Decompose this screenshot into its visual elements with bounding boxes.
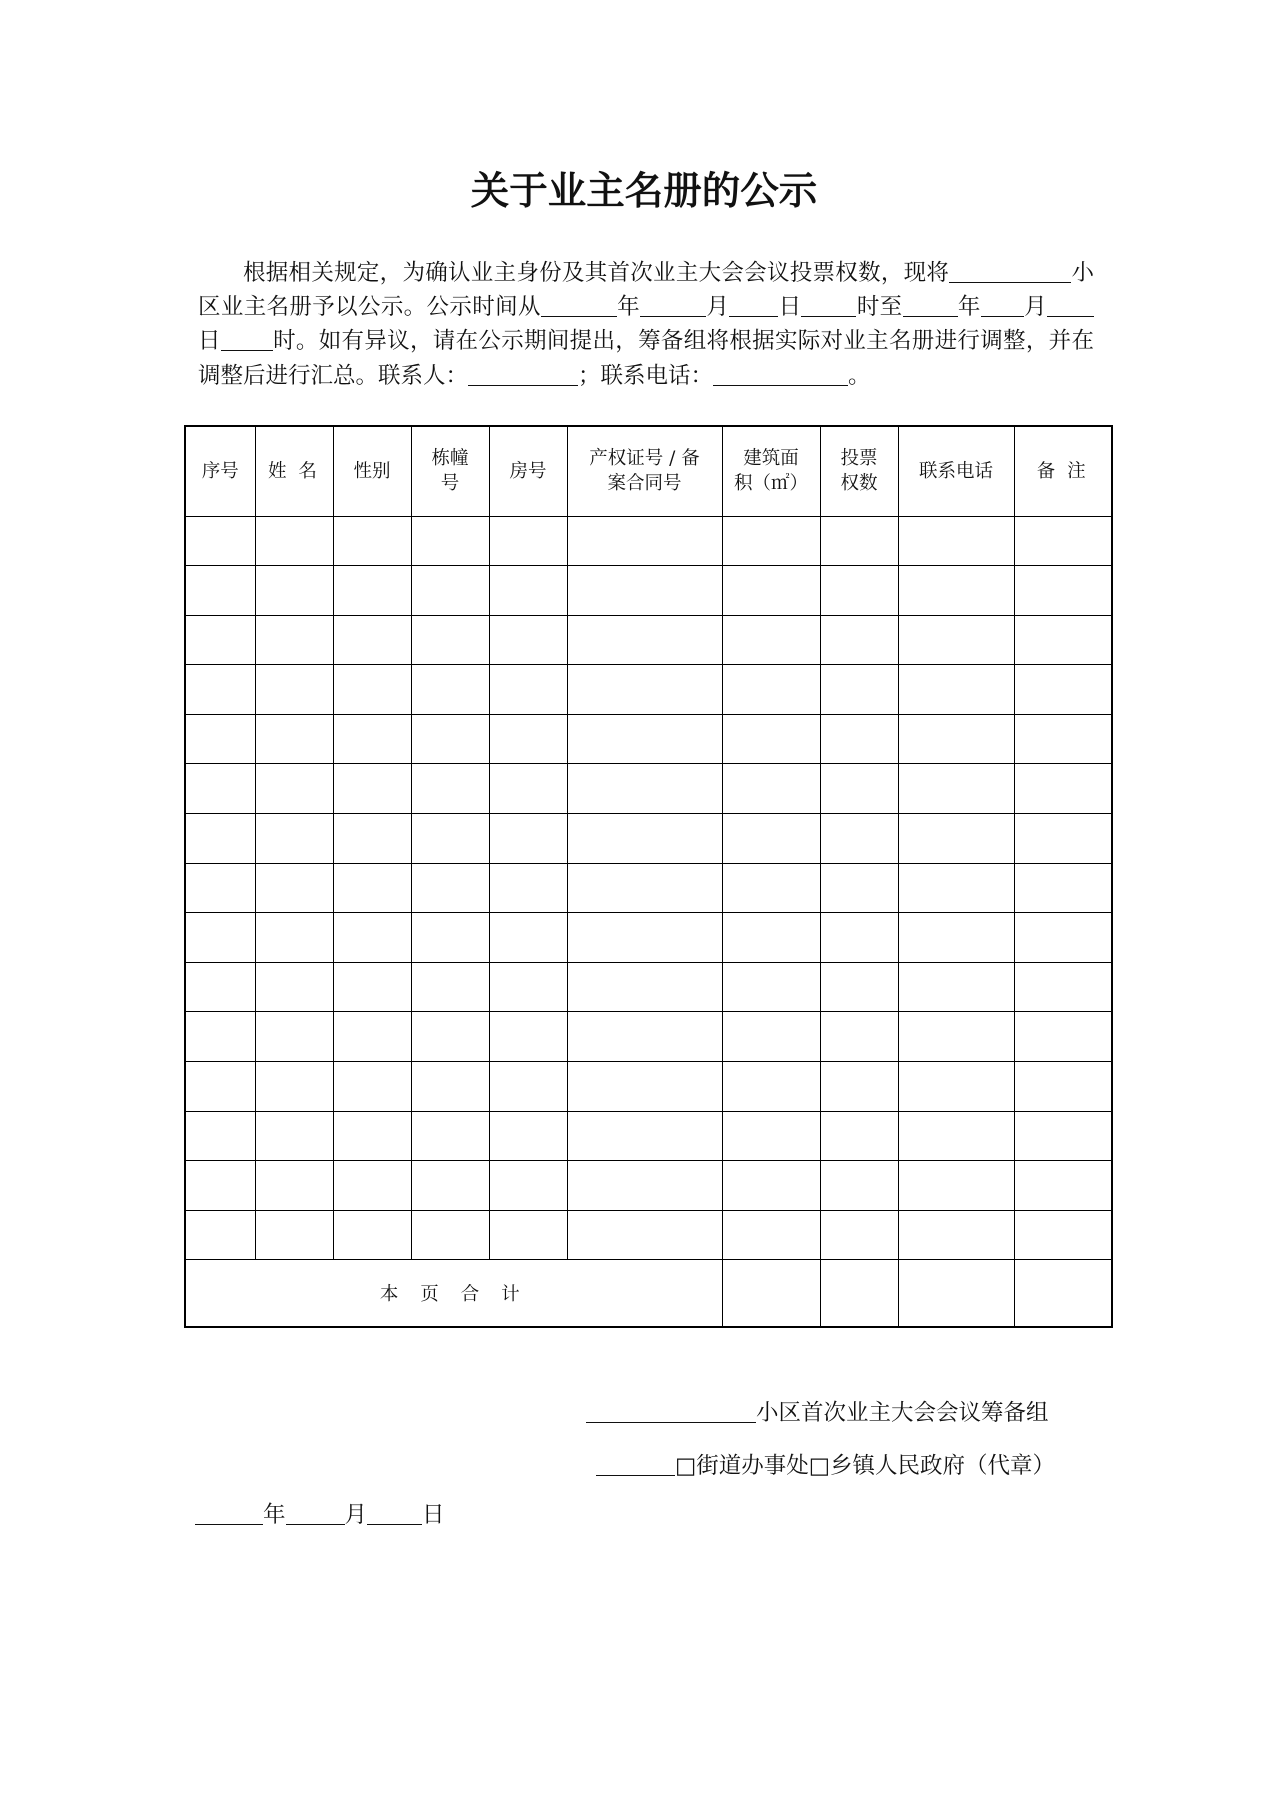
- table-cell: [255, 863, 333, 913]
- table-row: [185, 1062, 1112, 1112]
- seal-label: □街道办事处□乡镇人民政府（代章）: [675, 1453, 1056, 1479]
- header-building: [411, 426, 489, 516]
- table-cell: [820, 962, 898, 1012]
- table-cell: [489, 516, 567, 566]
- header-remarks-text: 备 注: [1036, 460, 1089, 482]
- table-cell: [411, 814, 489, 864]
- table-cell: [1014, 1210, 1112, 1260]
- table-cell: [567, 1012, 722, 1062]
- blank-community-signature: [586, 1404, 756, 1423]
- blank-start-month: [640, 298, 706, 317]
- table-cell: [333, 714, 411, 764]
- table-cell: [898, 814, 1014, 864]
- table-row: [185, 665, 1112, 715]
- header-votes: [820, 426, 898, 516]
- header-gender: [333, 426, 411, 516]
- blank-subdistrict: [596, 1457, 675, 1476]
- table-cell: [722, 516, 820, 566]
- table-cell: [489, 1161, 567, 1211]
- table-cell: [1014, 1062, 1112, 1112]
- table-cell: [255, 814, 333, 864]
- table-cell: [185, 1161, 255, 1211]
- table-cell: [1014, 1012, 1112, 1062]
- table-row: [185, 1012, 1112, 1062]
- notice-line-2-text: 区业主名册予以公示。公示时间从: [198, 294, 541, 321]
- signature-date: [195, 1498, 445, 1532]
- table-cell: [898, 566, 1014, 616]
- table-cell: [489, 566, 567, 616]
- table-cell: [185, 566, 255, 616]
- committee-label: 小区首次业主大会会议筹备组: [756, 1400, 1049, 1426]
- table-cell: [722, 814, 820, 864]
- summary-row: [185, 1260, 1112, 1327]
- table-row: [185, 814, 1112, 864]
- table-cell: [255, 1111, 333, 1161]
- table-row: [185, 1161, 1112, 1211]
- table-row: [185, 764, 1112, 814]
- table-cell: [1014, 962, 1112, 1012]
- table-cell: [820, 764, 898, 814]
- summary-label-cell: [185, 1260, 722, 1327]
- notice-line-1: [198, 256, 1094, 290]
- notice-line-3: [198, 324, 1094, 358]
- header-certificate: [567, 426, 722, 516]
- table-cell: [411, 1210, 489, 1260]
- table-cell: [185, 814, 255, 864]
- table-cell: [1014, 913, 1112, 963]
- header-votes-text-2: 权数: [840, 473, 878, 495]
- table-cell: [411, 665, 489, 715]
- table-cell: [722, 665, 820, 715]
- table-cell: [722, 962, 820, 1012]
- table-cell: [898, 764, 1014, 814]
- table-cell: [1014, 764, 1112, 814]
- table-cell: [489, 962, 567, 1012]
- label-start-year: 年: [616, 294, 641, 321]
- table-cell: [333, 566, 411, 616]
- header-room: [489, 426, 567, 516]
- table-cell: [333, 1111, 411, 1161]
- table-cell: [489, 913, 567, 963]
- header-name: [255, 426, 333, 516]
- header-certificate-text-1: 产权证号 / 备: [589, 447, 700, 469]
- table-cell: [255, 962, 333, 1012]
- table-cell: [898, 516, 1014, 566]
- date-month-label: 月: [344, 1502, 368, 1528]
- table-cell: [567, 615, 722, 665]
- notice-line-4-end: 。: [848, 362, 871, 389]
- header-phone: [898, 426, 1014, 516]
- table-cell: [185, 665, 255, 715]
- header-name-text: 姓 名: [268, 460, 320, 482]
- table-cell: [411, 913, 489, 963]
- table-cell: [820, 714, 898, 764]
- label-end-day: 日: [198, 328, 221, 355]
- table-cell: [567, 566, 722, 616]
- table-cell: [411, 714, 489, 764]
- date-day-label: 日: [422, 1502, 445, 1528]
- table-cell: [489, 714, 567, 764]
- table-cell: [255, 764, 333, 814]
- table-cell: [1014, 1111, 1112, 1161]
- blank-community-name: [949, 264, 1071, 283]
- table-cell: [185, 1210, 255, 1260]
- notice-line-2: [198, 290, 1094, 324]
- table-cell: [722, 863, 820, 913]
- notice-paragraph: [198, 256, 1094, 393]
- table-cell: [722, 1062, 820, 1112]
- summary-votes-cell: [820, 1260, 898, 1327]
- table-cell: [255, 516, 333, 566]
- table-cell: [333, 913, 411, 963]
- table-cell: [411, 863, 489, 913]
- table-cell: [1014, 615, 1112, 665]
- signature-seal: [596, 1449, 1055, 1483]
- table-cell: [820, 1111, 898, 1161]
- table-cell: [820, 1012, 898, 1062]
- table-cell: [898, 1062, 1014, 1112]
- header-room-text: 房号: [509, 460, 547, 482]
- table-cell: [567, 714, 722, 764]
- table-cell: [489, 1012, 567, 1062]
- table-row: [185, 1111, 1112, 1161]
- label-start-hour-to: 时至: [856, 294, 903, 321]
- table-cell: [489, 1210, 567, 1260]
- header-phone-text: 联系电话: [918, 460, 993, 482]
- blank-end-month: [981, 298, 1024, 317]
- header-certificate-text-2: 案合同号: [607, 473, 682, 495]
- header-votes-text-1: 投票: [840, 447, 878, 469]
- header-area: [722, 426, 820, 516]
- table-row: [185, 962, 1112, 1012]
- table-cell: [898, 863, 1014, 913]
- date-year-label: 年: [263, 1502, 286, 1528]
- summary-label: 本 页 合 计: [379, 1284, 528, 1306]
- table-row: [185, 566, 1112, 616]
- table-cell: [820, 665, 898, 715]
- table-cell: [185, 1111, 255, 1161]
- summary-phone-cell: [898, 1260, 1014, 1327]
- blank-end-day: [1047, 298, 1094, 317]
- table-cell: [722, 913, 820, 963]
- signature-committee: [586, 1396, 1049, 1430]
- header-remarks: [1014, 426, 1112, 516]
- table-cell: [255, 1210, 333, 1260]
- table-cell: [567, 863, 722, 913]
- table-row: [185, 516, 1112, 566]
- label-start-month: 月: [706, 294, 730, 321]
- table-cell: [411, 615, 489, 665]
- table-cell: [333, 1210, 411, 1260]
- owner-roster-table: [184, 425, 1113, 1328]
- blank-end-hour: [221, 332, 273, 351]
- table-cell: [333, 814, 411, 864]
- summary-remarks-cell: [1014, 1260, 1112, 1327]
- table-cell: [255, 566, 333, 616]
- table-cell: [898, 1111, 1014, 1161]
- table-cell: [820, 566, 898, 616]
- table-row: [185, 714, 1112, 764]
- table-cell: [1014, 665, 1112, 715]
- table-cell: [411, 764, 489, 814]
- blank-start-year: [541, 298, 617, 317]
- table-cell: [567, 1111, 722, 1161]
- table-cell: [820, 913, 898, 963]
- blank-start-day: [729, 298, 778, 317]
- header-serial-number: [185, 426, 255, 516]
- table-cell: [1014, 1161, 1112, 1211]
- blank-date-day: [367, 1506, 422, 1525]
- label-end-month: 月: [1023, 294, 1047, 321]
- table-cell: [185, 516, 255, 566]
- table-cell: [820, 615, 898, 665]
- table-row: [185, 615, 1112, 665]
- table-cell: [333, 615, 411, 665]
- blank-end-year: [903, 298, 958, 317]
- table-cell: [820, 1062, 898, 1112]
- table-cell: [567, 665, 722, 715]
- blank-contact-person: [468, 367, 578, 386]
- table-cell: [567, 1062, 722, 1112]
- notice-line-1-end: 小: [1071, 260, 1094, 286]
- table-cell: [898, 615, 1014, 665]
- table-cell: [722, 764, 820, 814]
- blank-contact-phone: [713, 367, 848, 386]
- table-cell: [489, 814, 567, 864]
- table-cell: [255, 1012, 333, 1062]
- table-cell: [185, 1062, 255, 1112]
- table-cell: [820, 814, 898, 864]
- table-cell: [489, 764, 567, 814]
- blank-date-month: [286, 1506, 345, 1525]
- table-cell: [722, 714, 820, 764]
- table-cell: [411, 516, 489, 566]
- table-cell: [722, 1210, 820, 1260]
- table-cell: [820, 863, 898, 913]
- table-cell: [411, 1111, 489, 1161]
- table-cell: [489, 1111, 567, 1161]
- table-cell: [333, 516, 411, 566]
- table-cell: [567, 962, 722, 1012]
- table-cell: [185, 615, 255, 665]
- table-cell: [567, 913, 722, 963]
- table-cell: [333, 764, 411, 814]
- table-cell: [489, 1062, 567, 1112]
- table-cell: [1014, 714, 1112, 764]
- table-cell: [255, 913, 333, 963]
- notice-line-1-text: 根据相关规定，为确认业主身份及其首次业主大会会议投票权数，现将: [243, 260, 950, 286]
- header-building-text-1: 栋幢: [431, 447, 469, 469]
- table-cell: [489, 863, 567, 913]
- table-cell: [722, 615, 820, 665]
- table-cell: [255, 714, 333, 764]
- table-cell: [898, 1161, 1014, 1211]
- table-cell: [820, 516, 898, 566]
- table-cell: [185, 714, 255, 764]
- table-cell: [898, 1210, 1014, 1260]
- notice-line-3-text: 时。如有异议，请在公示期间提出，筹备组将根据实际对业主名册进行调整，并在: [272, 328, 1094, 355]
- table-cell: [333, 962, 411, 1012]
- table-cell: [567, 764, 722, 814]
- table-cell: [722, 1012, 820, 1062]
- blank-start-hour: [801, 298, 856, 317]
- label-contact-phone: ；联系电话：: [578, 362, 714, 389]
- table-body: [185, 516, 1112, 1260]
- table-cell: [411, 962, 489, 1012]
- table-cell: [898, 665, 1014, 715]
- header-building-text-2: 号: [440, 473, 460, 495]
- label-start-day: 日: [778, 294, 802, 321]
- table-row: [185, 913, 1112, 963]
- table-cell: [185, 913, 255, 963]
- table-cell: [411, 566, 489, 616]
- table-cell: [185, 1012, 255, 1062]
- table-cell: [722, 566, 820, 616]
- table-cell: [255, 615, 333, 665]
- table-cell: [255, 1062, 333, 1112]
- table-cell: [411, 1012, 489, 1062]
- table-cell: [255, 1161, 333, 1211]
- table-cell: [1014, 566, 1112, 616]
- table-cell: [185, 863, 255, 913]
- table-cell: [898, 1012, 1014, 1062]
- table-cell: [333, 1062, 411, 1112]
- table-row: [185, 863, 1112, 913]
- table-cell: [567, 1161, 722, 1211]
- table-cell: [333, 1161, 411, 1211]
- header-area-text-1: 建筑面: [743, 447, 799, 469]
- header-gender-text: 性别: [353, 460, 391, 482]
- label-end-year: 年: [957, 294, 981, 321]
- table-cell: [722, 1111, 820, 1161]
- table-cell: [489, 615, 567, 665]
- notice-line-4: [198, 359, 1094, 393]
- table-cell: [898, 962, 1014, 1012]
- table-cell: [567, 1210, 722, 1260]
- page-title: 关于业主名册的公示: [470, 169, 818, 214]
- table-cell: [185, 962, 255, 1012]
- table-cell: [820, 1210, 898, 1260]
- table-cell: [333, 863, 411, 913]
- table-cell: [898, 913, 1014, 963]
- table-cell: [411, 1161, 489, 1211]
- table-cell: [1014, 516, 1112, 566]
- table-cell: [333, 1012, 411, 1062]
- summary-area-cell: [722, 1260, 820, 1327]
- header-serial-number-text: 序号: [201, 460, 239, 482]
- table-cell: [567, 516, 722, 566]
- table-cell: [333, 665, 411, 715]
- table-cell: [898, 714, 1014, 764]
- table-cell: [255, 665, 333, 715]
- table-cell: [411, 1062, 489, 1112]
- notice-line-4-text: 调整后进行汇总。联系人：: [198, 362, 469, 389]
- table-cell: [567, 814, 722, 864]
- blank-date-year: [195, 1506, 263, 1525]
- table-cell: [820, 1161, 898, 1211]
- table-cell: [1014, 863, 1112, 913]
- header-area-text-2: 积（㎡）: [733, 473, 808, 495]
- table-cell: [722, 1161, 820, 1211]
- table-cell: [489, 665, 567, 715]
- table-header-row: [185, 426, 1112, 516]
- table-cell: [185, 764, 255, 814]
- table-cell: [1014, 814, 1112, 864]
- table-row: [185, 1210, 1112, 1260]
